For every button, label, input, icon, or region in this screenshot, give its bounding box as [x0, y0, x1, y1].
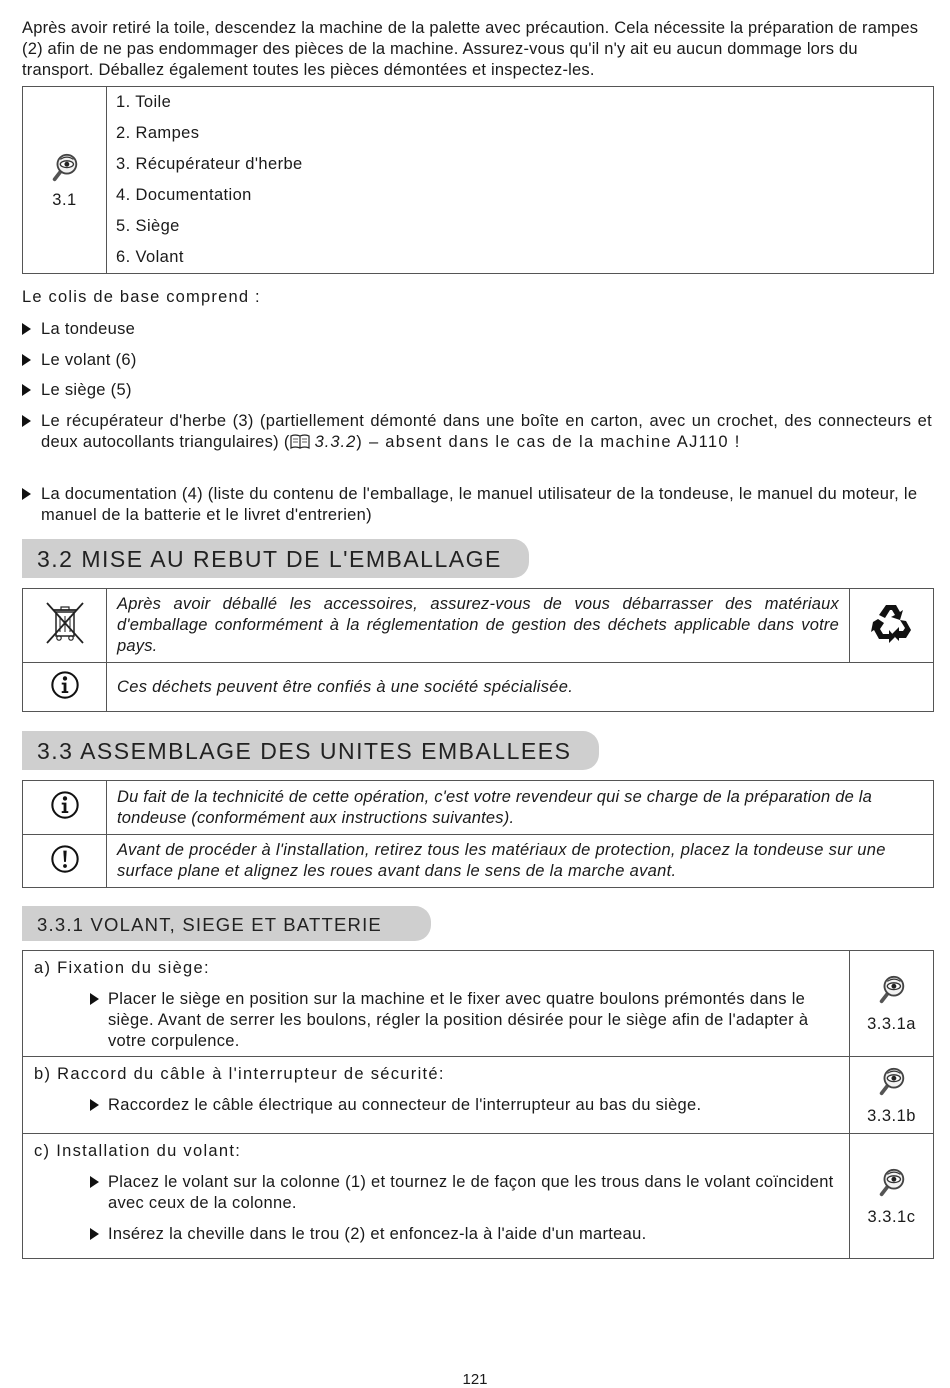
triangle-bullet-icon	[22, 384, 31, 396]
intro-paragraph: Après avoir retiré la toile, descendez la machine de la palette avec précaution. Cela nécessite la préparation de rampes (2) afin de ne pas endommager des pièces de la machine. Assurez-vous qu'il n'y ait eu aucun dommage lors du transport. Déballez également toutes les pièces démontées et inspectez-les.	[22, 19, 919, 79]
figure-3-1-list	[107, 87, 934, 274]
icon-cell	[23, 663, 107, 712]
step-cell	[23, 1134, 850, 1259]
warning-icon	[50, 844, 80, 874]
info-icon	[50, 670, 80, 700]
note-cell	[107, 781, 934, 835]
section-heading-3-2: 3.2 MISE AU REBUT DE L'EMBALLAGE	[22, 539, 529, 578]
package-item: Le siège (5)	[22, 380, 932, 401]
section-heading-3-3: 3.3 ASSEMBLAGE DES UNITES EMBALLEES	[22, 731, 599, 770]
triangle-bullet-icon	[90, 1176, 99, 1188]
step-bullet: Placer le siège en position sur la machine et le fixer avec quatre boulons prémontés dans le siège. Avant de serrer les boulons, régler la position désirée pour le siège afin de l'adapter à votre corpulence.	[90, 989, 839, 1052]
package-lead: Le colis de base comprend :	[22, 288, 261, 306]
icon-cell	[23, 589, 107, 663]
magnifier-eye-icon	[876, 1166, 908, 1198]
icon-cell	[23, 835, 107, 888]
disposal-note: Après avoir déballé les accessoires, assurez-vous de vous débarrasser des matériaux d'emballage conformément à la réglementation de gestion des déchets applicable dans votre pays.	[117, 595, 839, 655]
icon-cell	[850, 589, 934, 663]
list-item: 3. Récupérateur d'herbe	[116, 155, 303, 173]
note-cell	[107, 589, 850, 663]
section-3-3-notes	[22, 780, 934, 888]
package-item: Le volant (6)	[22, 350, 932, 371]
package-item: La documentation (4) (liste du contenu de l'emballage, le manuel utilisateur de la tondeuse, le manuel du moteur, le manuel de la batterie et le livret d'entrerien)	[22, 484, 932, 526]
package-item: La tondeuse	[22, 319, 932, 340]
step-heading: b) Raccord du câble à l'interrupteur de sécurité:	[34, 1065, 445, 1083]
step-heading: c) Installation du volant:	[34, 1142, 242, 1160]
section-3-2-notes	[22, 588, 934, 712]
step-cell	[23, 951, 850, 1057]
magnifier-eye-icon	[49, 151, 81, 183]
cross-reference: 3.3.2	[314, 433, 357, 451]
book-icon	[290, 434, 310, 449]
step-ref-cell	[850, 1134, 934, 1259]
step-bullet: Raccordez le câble électrique au connecteur de l'interrupteur au bas du siège.	[90, 1095, 839, 1116]
figure-ref: 3.1	[52, 190, 77, 209]
recycle-icon	[869, 601, 915, 645]
figure-ref: 3.3.1a	[867, 1015, 916, 1033]
magnifier-eye-icon	[876, 973, 908, 1005]
assembly-steps	[22, 950, 934, 1259]
step-bullet: Placez le volant sur la colonne (1) et tournez le de façon que les trous dans le volant coïncident avec ceux de la colonne.	[90, 1172, 839, 1214]
figure-3-1-box	[22, 86, 934, 274]
figure-ref: 3.3.1c	[867, 1207, 916, 1226]
triangle-bullet-icon	[22, 323, 31, 335]
triangle-bullet-icon	[90, 1228, 99, 1240]
info-icon	[50, 790, 80, 820]
icon-cell	[23, 781, 107, 835]
magnifier-eye-icon	[876, 1065, 908, 1097]
no-waste-bin-icon	[43, 600, 87, 646]
step-ref-cell	[850, 951, 934, 1057]
list-item: 1. Toile	[116, 93, 172, 111]
step-ref-cell	[850, 1057, 934, 1134]
list-item: 6. Volant	[116, 248, 184, 266]
note-cell	[107, 663, 934, 712]
step-heading: a) Fixation du siège:	[34, 959, 210, 977]
figure-3-1-ref-cell	[23, 87, 107, 274]
step-bullet: Insérez la cheville dans le trou (2) et enfoncez-la à l'aide d'un marteau.	[90, 1224, 839, 1245]
installation-warning: Avant de procéder à l'installation, retirez tous les matériaux de protection, placez la tondeuse sur une surface plane et alignez les roues avant dans le sens de la marche avant.	[117, 841, 886, 880]
list-item: 4. Documentation	[116, 186, 252, 204]
dealer-note: Du fait de la technicité de cette opération, c'est votre revendeur qui se charge de la préparation de la tondeuse (conformément aux instructions suivantes).	[117, 787, 872, 827]
triangle-bullet-icon	[22, 488, 31, 500]
triangle-bullet-icon	[22, 354, 31, 366]
disposal-info-note: Ces déchets peuvent être confiés à une société spécialisée.	[117, 677, 574, 696]
section-heading-3-3-1: 3.3.1 VOLANT, SIEGE ET BATTERIE	[22, 906, 431, 941]
note-cell	[107, 835, 934, 888]
triangle-bullet-icon	[90, 993, 99, 1005]
triangle-bullet-icon	[90, 1099, 99, 1111]
triangle-bullet-icon	[22, 415, 31, 427]
figure-ref: 3.3.1b	[867, 1106, 916, 1125]
list-item: 2. Rampes	[116, 124, 200, 142]
list-item: 5. Siège	[116, 217, 180, 235]
package-item: Le récupérateur d'herbe (3) (partiellement démonté dans une boîte en carton, avec un crochet, des connecteurs et deux autocollants triangulaires) ( 3.3.2) – absent dans le cas de la machine AJ110 !	[22, 411, 932, 453]
page-number: 121	[462, 1371, 488, 1388]
step-cell	[23, 1057, 850, 1134]
